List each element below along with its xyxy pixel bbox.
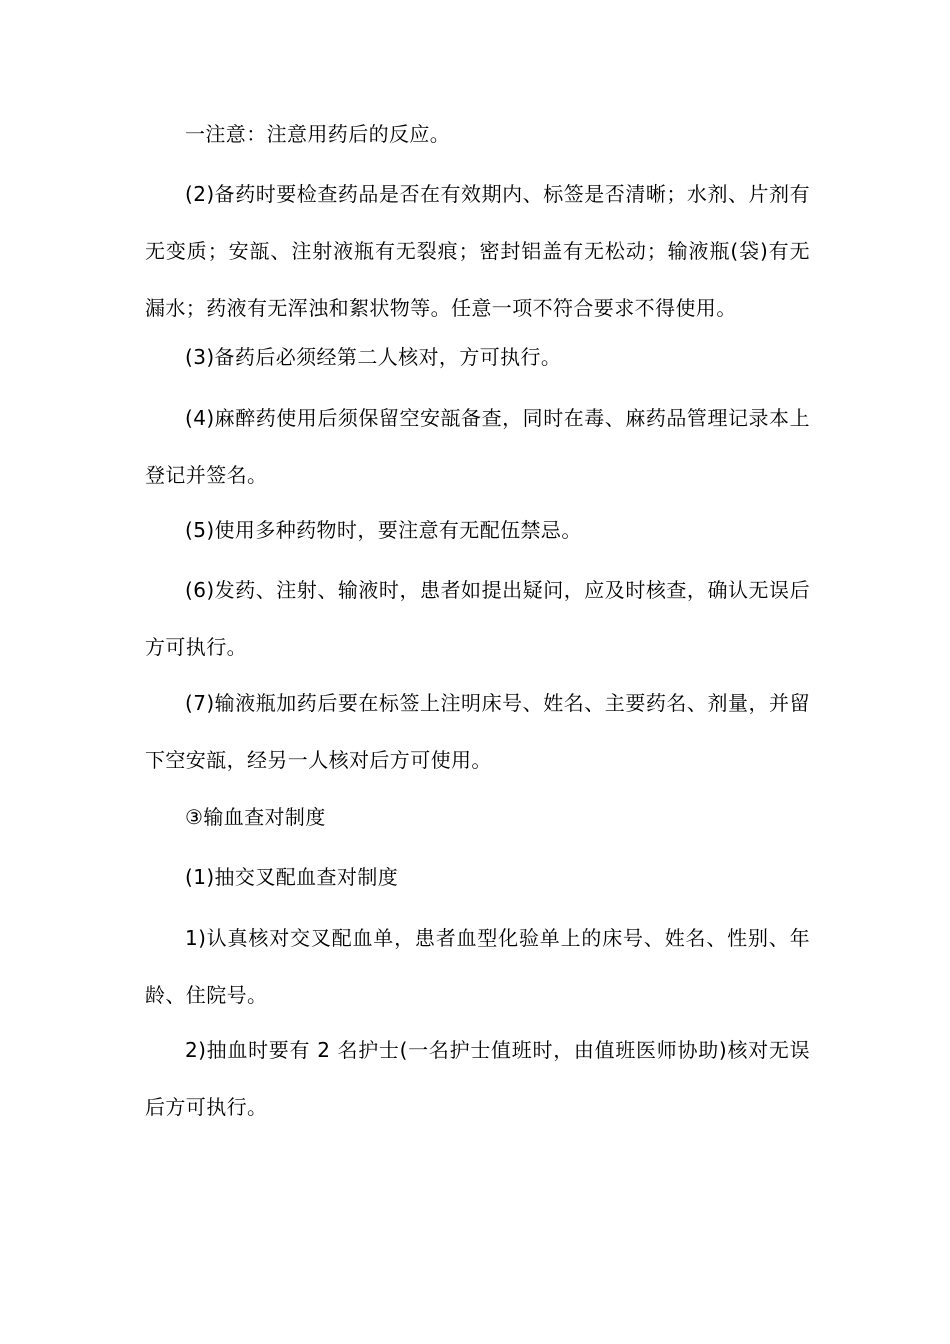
paragraph-step-2: 2)抽血时要有 2 名护士(一名护士值班时，由值班医师协助)核对无误后方可执行。 (145, 1038, 810, 1119)
paragraph-item-5: (5)使用多种药物时，要注意有无配伍禁忌。 (185, 518, 582, 542)
subsection-heading-crossmatch: (1)抽交叉配血查对制度 (185, 865, 399, 889)
section-heading-transfusion: ③输血查对制度 (185, 805, 326, 829)
paragraph-item-3: (3)备药后必须经第二人核对，方可执行。 (185, 345, 562, 369)
paragraph-item-6: (6)发药、注射、输液时，患者如提出疑问，应及时核查，确认无误后方可执行。 (145, 578, 810, 659)
paragraph-item-4: (4)麻醉药使用后须保留空安瓿备查，同时在毒、麻药品管理记录本上登记并签名。 (145, 406, 810, 487)
paragraph-item-2: (2)备药时要检查药品是否在有效期内、标签是否清晰；水剂、片剂有无变质；安瓿、注射液瓶有无裂痕；密封铝盖有无松动；输液瓶(袋)有无漏水；药液有无浑浊和絮状物等。任意一项不符合要求不得使用。 (145, 182, 810, 320)
paragraph-step-1: 1)认真核对交叉配血单，患者血型化验单上的床号、姓名、性别、年龄、住院号。 (145, 926, 810, 1007)
paragraph-note: 一注意：注意用药后的反应。 (185, 122, 451, 146)
paragraph-item-7: (7)输液瓶加药后要在标签上注明床号、姓名、主要药名、剂量，并留下空安瓿，经另一人核对后方可使用。 (145, 691, 810, 772)
